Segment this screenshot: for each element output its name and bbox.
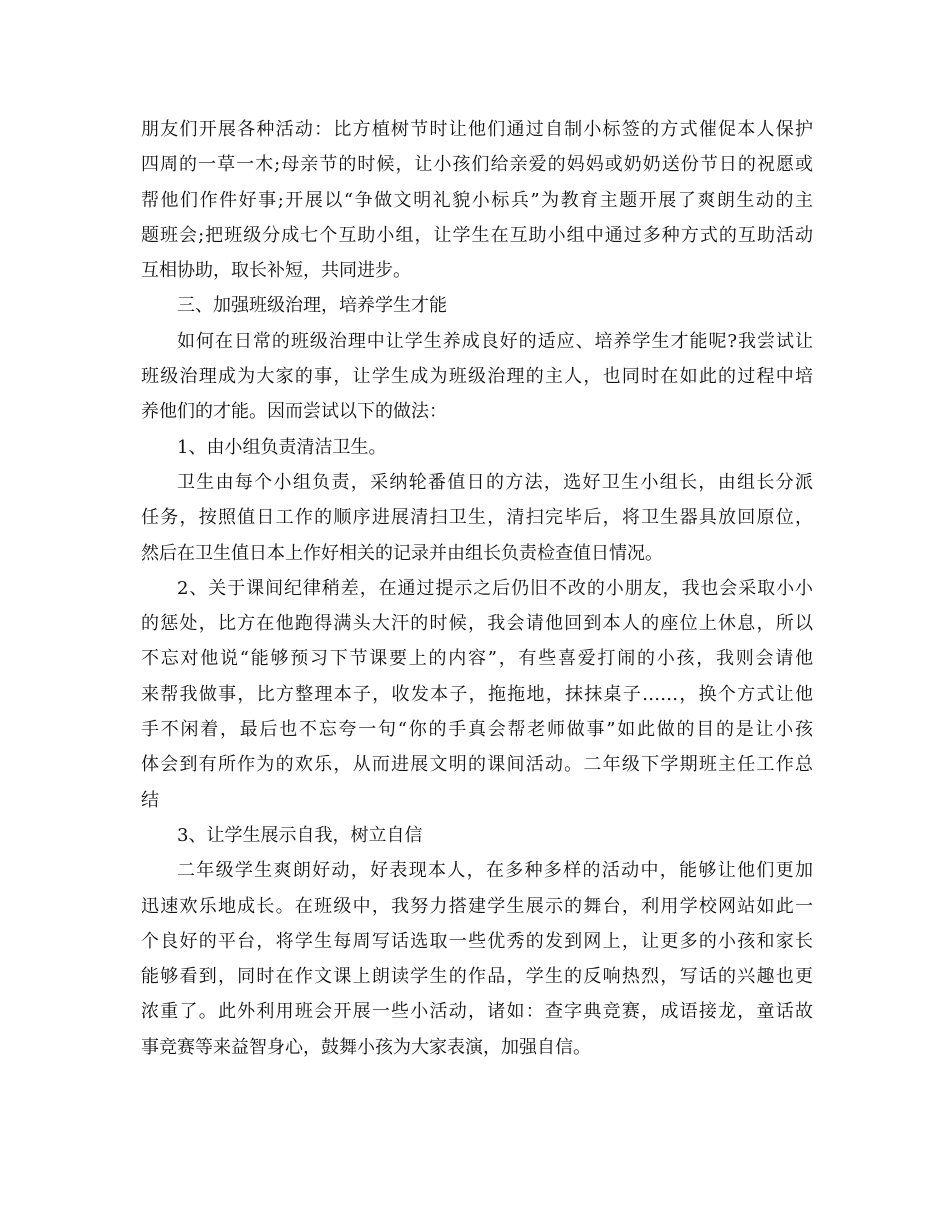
text-line: 不忘对他说“能够预习下节课要上的内容”，有些喜爱打闹的小孩，我则会请他 bbox=[141, 648, 813, 670]
text-line: 帮他们作件好事;开展以“争做文明礼貌小标兵”为教育主题开展了爽朗生动的主 bbox=[141, 189, 813, 211]
paragraph-p4 bbox=[141, 430, 813, 465]
text-line: 朋友们开展各种活动：比方植树节时让他们通过自制小标签的方式催促本人保护 bbox=[141, 119, 813, 140]
text-line: 四周的一草一木;母亲节的时候，让小孩们给亲爱的妈妈或奶奶送份节日的祝愿或 bbox=[141, 154, 813, 176]
text-line: 养他们的才能。因而尝试以下的做法： bbox=[141, 401, 447, 423]
text-line: 体会到有所作为的欢乐，从而进展文明的课间活动。二年级下学期班主任工作总 bbox=[141, 754, 813, 776]
document-body bbox=[141, 112, 813, 1065]
paragraph-p5 bbox=[141, 465, 813, 571]
paragraph-p7 bbox=[141, 818, 813, 853]
text-line: 二年级学生爽朗好动，好表现本人，在多种多样的活动中，能够让他们更加 bbox=[177, 860, 813, 882]
text-line: 事竞赛等来益智身心，鼓舞小孩为大家表演，加强自信。 bbox=[141, 1036, 591, 1058]
text-line: 的惩处，比方在他跑得满头大汗的时候，我会请他回到本人的座位上休息，所以 bbox=[141, 613, 813, 635]
text-line: 个良好的平台，将学生每周写话选取一些优秀的发到网上，让更多的小孩和家长 bbox=[141, 930, 813, 952]
text-line: 3、让学生展示自我，树立自信 bbox=[177, 824, 423, 846]
text-line: 能够看到，同时在作文课上朗读学生的作品，学生的反响热烈，写话的兴趣也更 bbox=[141, 966, 813, 988]
text-line: 来帮我做事，比方整理本子，收发本子，拖拖地，抹抹桌子……，换个方式让他 bbox=[141, 683, 813, 705]
text-line: 手不闲着，最后也不忘夸一句“你的手真会帮老师做事”如此做的目的是让小孩 bbox=[141, 719, 813, 741]
text-line: 如何在日常的班级治理中让学生养成良好的适应、培养学生才能呢?我尝试让 bbox=[177, 330, 813, 352]
text-line: 任务，按照值日工作的顺序进展清扫卫生，清扫完毕后，将卫生器具放回原位， bbox=[141, 507, 813, 529]
text-line: 班级治理成为大家的事，让学生成为班级治理的主人，也同时在如此的过程中培 bbox=[141, 366, 813, 388]
paragraph-p8 bbox=[141, 853, 813, 1065]
text-line: 三、加强班级治理，培养学生才能 bbox=[177, 295, 447, 317]
text-line: 然后在卫生值日本上作好相关的记录并由组长负责检查值日情况。 bbox=[141, 542, 663, 564]
paragraph-p2 bbox=[141, 288, 813, 323]
text-line: 2、关于课间纪律稍差，在通过提示之后仍旧不改的小朋友，我也会采取小小 bbox=[177, 577, 813, 599]
paragraph-p1 bbox=[141, 112, 813, 288]
text-line: 题班会;把班级分成七个互助小组，让学生在互助小组中通过多种方式的互助活动 bbox=[141, 224, 813, 246]
text-line: 结 bbox=[141, 789, 159, 811]
text-line: 卫生由每个小组负责，采纳轮番值日的方法，选好卫生小组长，由组长分派 bbox=[177, 471, 813, 493]
paragraph-p3 bbox=[141, 324, 813, 430]
text-line: 互相协助，取长补短，共同进步。 bbox=[141, 260, 411, 282]
text-line: 浓重了。此外利用班会开展一些小活动，诸如：查字典竞赛，成语接龙，童话故 bbox=[141, 1001, 813, 1023]
paragraph-p6 bbox=[141, 571, 813, 818]
text-line: 1、由小组负责清洁卫生。 bbox=[177, 436, 387, 458]
text-line: 迅速欢乐地成长。在班级中，我努力搭建学生展示的舞台，利用学校网站如此一 bbox=[141, 895, 813, 917]
